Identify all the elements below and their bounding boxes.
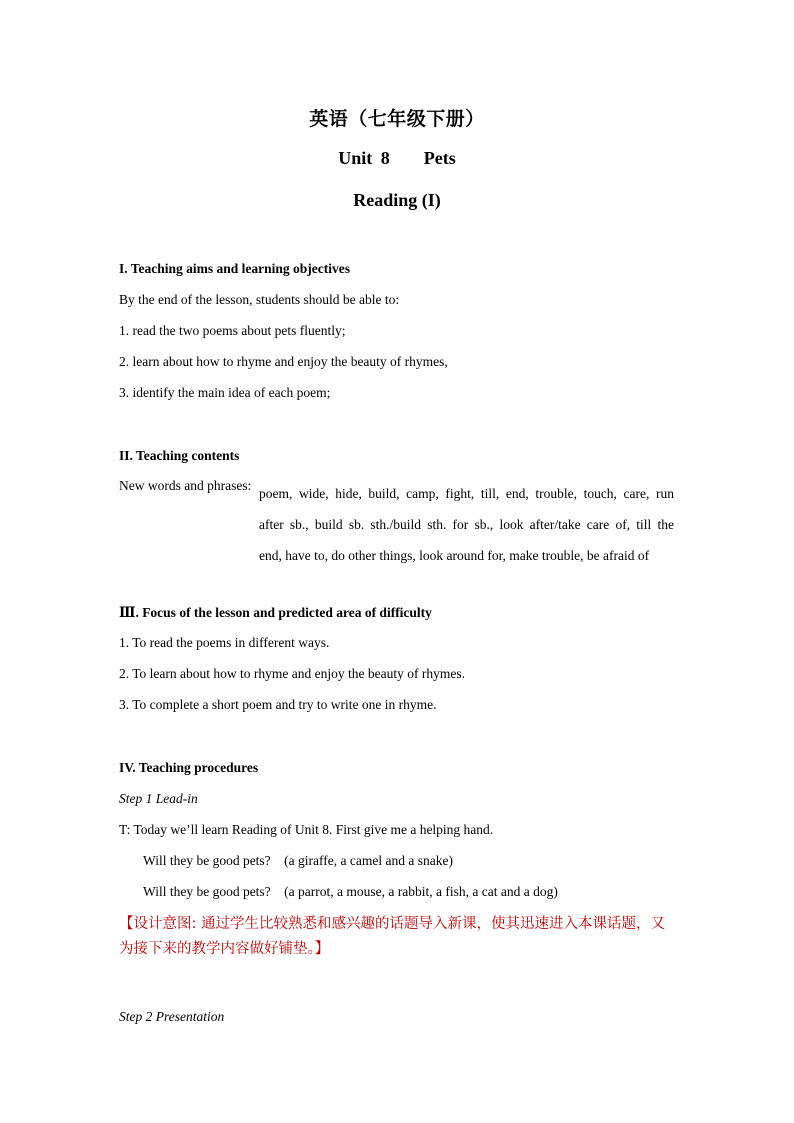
focus-item: 1. To read the poems in different ways. (119, 635, 330, 650)
section1-heading: I. Teaching aims and learning objectives (119, 261, 351, 276)
section4-heading: IV. Teaching procedures (119, 760, 259, 775)
aim-item: 2. learn about how to rhyme and enjoy the beauty of rhymes, (119, 354, 448, 369)
section1-intro: By the end of the lesson, students should be able to: (119, 292, 400, 307)
subject-title: 英语（七年级下册） (309, 108, 485, 130)
words-phrases-list (259, 478, 674, 571)
question-line: Will they be good pets? (a giraffe, a camel and a snake) (143, 853, 453, 868)
focus-item: 3. To complete a short poem and try to write one in rhyme. (119, 697, 437, 712)
unit-title: Unit 8 Pets (338, 148, 456, 168)
question-line: Will they be good pets? (a parrot, a mouse, a rabbit, a fish, a cat and a dog) (143, 884, 558, 899)
words-phrases-line: after sb., build sb. sth./build sth. for sb., look after/take care of, till the (259, 517, 674, 532)
lesson-title: Reading (I) (353, 190, 441, 210)
aim-item: 3. identify the main idea of each poem; (119, 385, 331, 400)
words-phrases-label: New words and phrases: (119, 478, 252, 493)
section3-heading: Ⅲ. Focus of the lesson and predicted area of difficulty (119, 605, 432, 620)
design-intent-note: 【设计意图: 通过学生比较熟悉和感兴趣的话题导入新课，使其迅速进入本课话题，又为接下来的教学内容做好铺垫。】 (119, 916, 665, 957)
aim-item: 1. read the two poems about pets fluently; (119, 323, 346, 338)
focus-item: 2. To learn about how to rhyme and enjoy the beauty of rhymes. (119, 666, 465, 681)
teacher-line: T: Today we’ll learn Reading of Unit 8. First give me a helping hand. (119, 822, 494, 837)
step1-title: Step 1 Lead-in (119, 791, 198, 806)
step2-title: Step 2 Presentation (119, 1009, 225, 1024)
words-phrases-line: end, have to, do other things, look around for, make trouble, be afraid of (259, 548, 650, 563)
words-phrases-line: poem, wide, hide, build, camp, fight, till, end, trouble, touch, care, run (259, 486, 674, 501)
section2-heading: II. Teaching contents (119, 448, 240, 463)
